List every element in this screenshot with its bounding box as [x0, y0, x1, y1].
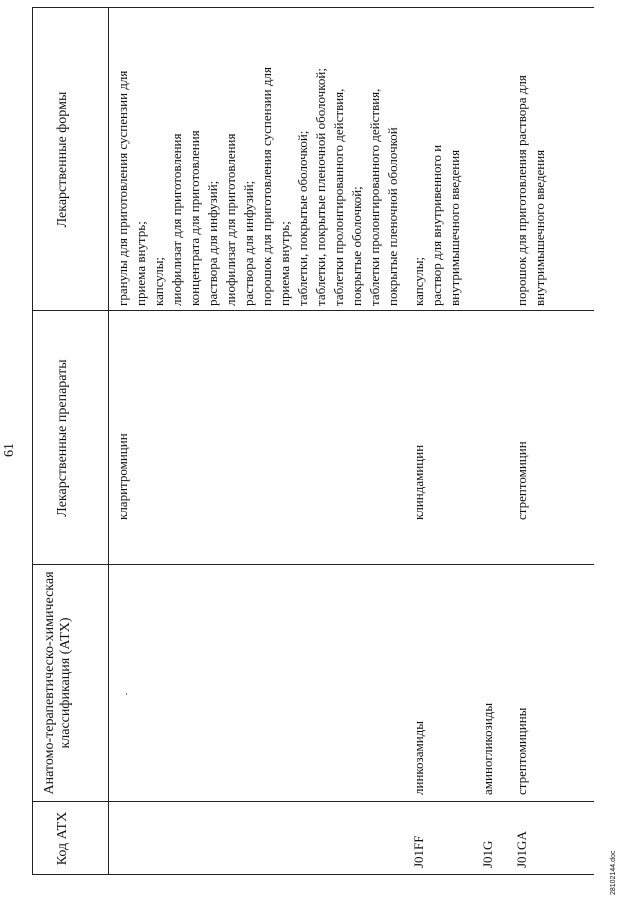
header-code: Код АТХ [55, 811, 70, 866]
form-line: таблетки, покрытые пленочной оболочкой; [313, 68, 328, 306]
drug-forms [410, 145, 464, 306]
form-line: приема внутрь; [133, 221, 148, 306]
form-line: капсулы; [411, 256, 426, 306]
form-line: капсулы; [151, 256, 166, 306]
scan-speck [126, 693, 127, 695]
form-line: лиофилизат для приготовления [169, 133, 184, 306]
form-line: покрытые оболочкой; [349, 186, 364, 306]
form-line: раствора для инфузий; [205, 180, 220, 306]
drug-forms [114, 67, 402, 306]
atc-code: J01GA [514, 831, 529, 868]
form-line: раствор для внутривенного и [429, 144, 444, 306]
page-number: 61 [2, 443, 17, 457]
column-divider [32, 874, 594, 875]
drug-forms [513, 75, 549, 306]
atc-group: линкозамиды [411, 721, 426, 795]
form-line: таблетки пролонгированного действия, [331, 88, 346, 306]
form-line: раствора для инфузий; [241, 180, 256, 306]
drug-name: клиндамицин [411, 444, 426, 520]
header-forms: Лекарственные формы [55, 91, 70, 228]
form-line: порошок для приготовления суспензии для [259, 67, 274, 306]
column-divider [32, 564, 594, 565]
header-divider [108, 8, 109, 875]
document-reference: 28102144.doc [610, 850, 617, 895]
column-divider [32, 7, 594, 8]
column-divider [32, 310, 594, 311]
header-drugs: Лекарственные препараты [55, 359, 70, 517]
form-line: порошок для приготовления раствора для [514, 75, 529, 306]
drug-name: кларитромицин [115, 433, 130, 520]
form-line: концентрата для приготовления [187, 130, 202, 306]
form-line: таблетки, покрытые оболочкой; [295, 130, 310, 306]
drug-name: стрептомицин [514, 441, 529, 520]
form-line: внутримышечного введения [447, 149, 462, 306]
form-line: приема внутрь; [277, 221, 292, 306]
column-divider [32, 801, 594, 802]
header-atc: Анатомо-терапевтическо-химическая классификация (АТХ) [42, 571, 73, 795]
atc-code: J01FF [411, 835, 426, 868]
atc-group: аминогликозиды [480, 702, 495, 795]
form-line: покрытые пленочной оболочкой [385, 127, 400, 306]
form-line: внутримышечного введения [532, 149, 547, 306]
atc-code: J01G [480, 840, 495, 868]
form-line: лиофилизат для приготовления [223, 133, 238, 306]
form-line: таблетки пролонгированного действия, [367, 88, 382, 306]
table-top-border [32, 8, 33, 875]
atc-group: стрептомицины [514, 707, 529, 795]
form-line: гранулы для приготовления суспензии для [115, 70, 130, 306]
